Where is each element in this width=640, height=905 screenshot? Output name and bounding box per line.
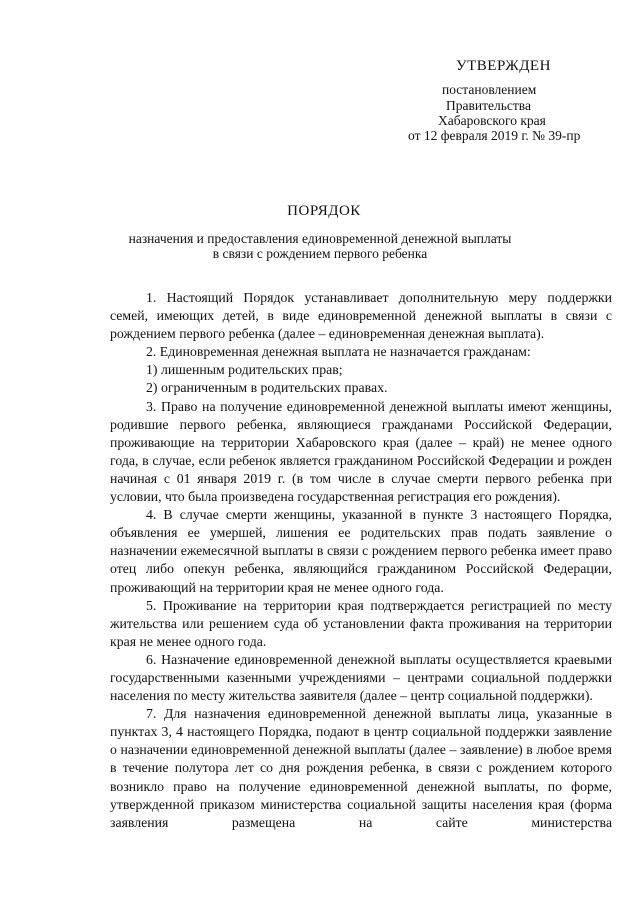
approval-line-4: от 12 февраля 2019 г. № 39-пр	[408, 128, 581, 143]
document-body	[110, 289, 612, 832]
paragraph-3: 3. Право на получение единовременной денежной выплаты имеют женщины, родившие первого ребенка, являющиеся гражданами Российской Федерации, проживающие на территории Хабаровского края (далее – край) не менее одного года, в случае, если ребенок является гражданином Российской Федерации и рожден начиная с 01 января 2019 г. (в том числе в случае смерти первого ребенка при условии, что была произведена государственная регистрация его рождения).	[110, 398, 612, 505]
approval-label: УТВЕРЖДЕН	[456, 58, 551, 74]
paragraph-5: 5. Проживание на территории края подтверждается регистрацией по месту жительства или решением суда об установлении факта проживания на территории края не менее одного года.	[110, 597, 612, 649]
paragraph-1: 1. Настоящий Порядок устанавливает дополнительную меру поддержки семей, имеющих детей, в виде единовременной денежной выплаты в связи с рождением первого ребенка (далее – единовременная денежная выплата).	[110, 290, 612, 342]
paragraph-2: 2. Единовременная денежная выплата не назначается гражданам:	[146, 344, 531, 360]
approval-line-3: Хабаровского края	[438, 113, 546, 128]
paragraph-6: 6. Назначение единовременной денежной выплаты осуществляется краевыми государственными казенными учреждениями – центрами социальной поддержки населения по месту жительства заявителя (далее – центр социальной поддержки).	[110, 651, 612, 704]
paragraph-7: 7. Для назначения единовременной денежной выплаты лица, указанные в пунктах 3, 4 настоящего Порядка, подают в центр социальной поддержки заявление о назначении единовременной денежной выплаты (далее – заявление) в любое время в течение полутора лет со дня рождения ребенка, в связи с рождением которого возникло право на получение единовременной денежной выплаты, по форме, утвержденной приказом министерства социальной защиты населения края (форма заявления размещена на сайте министерства	[110, 706, 612, 830]
document-subtitle	[0, 231, 640, 261]
paragraph-2-item-1: 1) лишенным родительских прав;	[146, 362, 343, 378]
subtitle-line-1: назначения и предоставления единовременной денежной выплаты	[128, 231, 512, 246]
paragraph-2-item-2: 2) ограниченным в родительских правах.	[146, 380, 388, 396]
document-title-block	[0, 203, 640, 261]
approval-line-2: Правительства	[446, 98, 531, 113]
document-title: ПОРЯДОК	[287, 203, 361, 219]
subtitle-line-2: в связи с рождением первого ребенка	[212, 246, 428, 261]
paragraph-4: 4. В случае смерти женщины, указанной в пункте 3 настоящего Порядка, объявления ее умершей, лишения ее родительских прав подать заявление о назначении ежемесячной выплаты в связи с рождением первого ребенка имеет право отец либо опекун ребенка, являющийся гражданином Российской Федерации, проживающий на территории края не менее одного года.	[110, 507, 612, 595]
approval-line-1: постановлением	[442, 82, 537, 97]
